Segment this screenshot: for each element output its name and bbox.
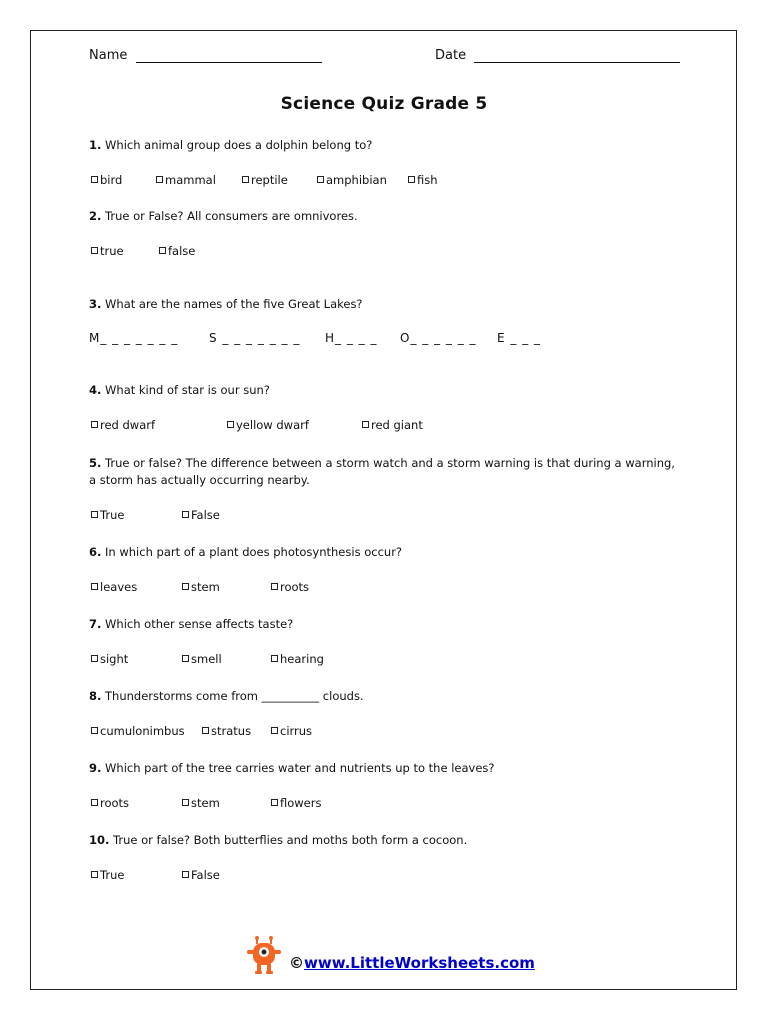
options-q5 <box>89 508 709 524</box>
option-q6-roots[interactable]: roots <box>271 580 309 594</box>
options-q8 <box>89 724 709 740</box>
copyright-symbol: © <box>289 954 304 972</box>
options-q2 <box>89 244 709 260</box>
question-2 <box>89 208 689 225</box>
checkbox-icon <box>182 511 189 518</box>
option-q1-mammal[interactable]: mammal <box>156 173 216 187</box>
option-q10-true[interactable]: True <box>91 868 124 882</box>
question-9 <box>89 760 689 777</box>
checkbox-icon <box>159 247 166 254</box>
question-text: True or false? Both butterflies and moths both form a cocoon. <box>113 833 468 847</box>
option-q6-stem[interactable]: stem <box>182 580 220 594</box>
question-5 <box>89 455 679 489</box>
checkbox-icon <box>156 176 163 183</box>
question-text: Which animal group does a dolphin belong to? <box>105 138 373 152</box>
website-link[interactable]: www.LittleWorksheets.com <box>304 954 535 972</box>
option-q8-stratus[interactable]: stratus <box>202 724 251 738</box>
question-3 <box>89 296 689 313</box>
checkbox-icon <box>91 176 98 183</box>
checkbox-icon <box>362 421 369 428</box>
great-lakes-blanks <box>89 331 709 349</box>
date-label: Date <box>435 48 467 63</box>
blank-lake-o[interactable]: O_ _ _ _ _ _ <box>400 331 477 345</box>
checkbox-icon <box>242 176 249 183</box>
page-title: Science Quiz Grade 5 <box>280 94 488 114</box>
question-number: 7. <box>89 617 102 631</box>
checkbox-icon <box>317 176 324 183</box>
options-q10 <box>89 868 709 884</box>
question-number: 2. <box>89 209 102 223</box>
question-text: What are the names of the five Great Lakes? <box>105 297 363 311</box>
name-blank[interactable] <box>136 48 322 63</box>
checkbox-icon <box>227 421 234 428</box>
option-q9-stem[interactable]: stem <box>182 796 220 810</box>
question-10 <box>89 832 689 849</box>
question-text: Thunderstorms come from __________ clouds. <box>105 689 364 703</box>
question-text: True or False? All consumers are omnivores. <box>105 209 358 223</box>
checkbox-icon <box>271 655 278 662</box>
question-number: 4. <box>89 383 102 397</box>
date-field <box>435 48 680 63</box>
question-4 <box>89 382 689 399</box>
option-q1-fish[interactable]: fish <box>408 173 438 187</box>
question-8 <box>89 688 689 705</box>
blank-lake-h[interactable]: H_ _ _ _ <box>325 331 378 345</box>
blank-lake-s[interactable]: S _ _ _ _ _ _ _ <box>209 331 301 345</box>
options-q7 <box>89 652 709 668</box>
checkbox-icon <box>182 583 189 590</box>
footer-link[interactable] <box>289 954 535 972</box>
options-q6 <box>89 580 709 596</box>
checkbox-icon <box>91 583 98 590</box>
blank-lake-m[interactable]: M_ _ _ _ _ _ _ <box>89 331 179 345</box>
option-q1-amphibian[interactable]: amphibian <box>317 173 387 187</box>
option-q7-hearing[interactable]: hearing <box>271 652 324 666</box>
options-q4 <box>89 418 709 434</box>
question-text: Which part of the tree carries water and nutrients up to the leaves? <box>105 761 495 775</box>
checkbox-icon <box>271 727 278 734</box>
question-6 <box>89 544 689 561</box>
options-q9 <box>89 796 709 812</box>
checkbox-icon <box>91 727 98 734</box>
blank-lake-e[interactable]: E _ _ _ <box>497 331 542 345</box>
checkbox-icon <box>271 799 278 806</box>
checkbox-icon <box>271 583 278 590</box>
question-number: 8. <box>89 689 102 703</box>
option-q7-sight[interactable]: sight <box>91 652 128 666</box>
question-number: 10. <box>89 833 110 847</box>
options-q1 <box>89 173 709 189</box>
option-q10-false[interactable]: False <box>182 868 220 882</box>
checkbox-icon <box>91 511 98 518</box>
option-q4-red-dwarf[interactable]: red dwarf <box>91 418 155 432</box>
question-number: 3. <box>89 297 102 311</box>
date-blank[interactable] <box>474 48 680 63</box>
question-7 <box>89 616 689 633</box>
question-number: 9. <box>89 761 102 775</box>
question-text: True or false? The difference between a storm watch and a storm warning is that during a warning, a storm has actually occurring nearby. <box>89 456 675 487</box>
option-q9-roots[interactable]: roots <box>91 796 129 810</box>
option-q5-true[interactable]: True <box>91 508 124 522</box>
checkbox-icon <box>408 176 415 183</box>
checkbox-icon <box>91 421 98 428</box>
option-q8-cumulonimbus[interactable]: cumulonimbus <box>91 724 185 738</box>
option-q5-false[interactable]: False <box>182 508 220 522</box>
option-q4-red-giant[interactable]: red giant <box>362 418 423 432</box>
question-text: Which other sense affects taste? <box>105 617 294 631</box>
option-q9-flowers[interactable]: flowers <box>271 796 321 810</box>
checkbox-icon <box>91 871 98 878</box>
option-q2-true[interactable]: true <box>91 244 124 258</box>
checkbox-icon <box>91 247 98 254</box>
checkbox-icon <box>91 655 98 662</box>
question-text: What kind of star is our sun? <box>105 383 270 397</box>
question-number: 6. <box>89 545 102 559</box>
checkbox-icon <box>202 727 209 734</box>
option-q1-reptile[interactable]: reptile <box>242 173 288 187</box>
checkbox-icon <box>182 655 189 662</box>
name-label: Name <box>89 48 128 63</box>
option-q7-smell[interactable]: smell <box>182 652 222 666</box>
question-number: 5. <box>89 456 102 470</box>
question-number: 1. <box>89 138 102 152</box>
checkbox-icon <box>182 799 189 806</box>
question-text: In which part of a plant does photosynthesis occur? <box>105 545 403 559</box>
option-q6-leaves[interactable]: leaves <box>91 580 137 594</box>
option-q1-bird[interactable]: bird <box>91 173 122 187</box>
mascot-logo-icon <box>247 935 281 975</box>
checkbox-icon <box>182 871 189 878</box>
name-field <box>89 48 322 63</box>
option-q2-false[interactable]: false <box>159 244 195 258</box>
footer <box>247 935 547 975</box>
option-q8-cirrus[interactable]: cirrus <box>271 724 312 738</box>
option-q4-yellow-dwarf[interactable]: yellow dwarf <box>227 418 309 432</box>
checkbox-icon <box>91 799 98 806</box>
question-1 <box>89 137 689 154</box>
